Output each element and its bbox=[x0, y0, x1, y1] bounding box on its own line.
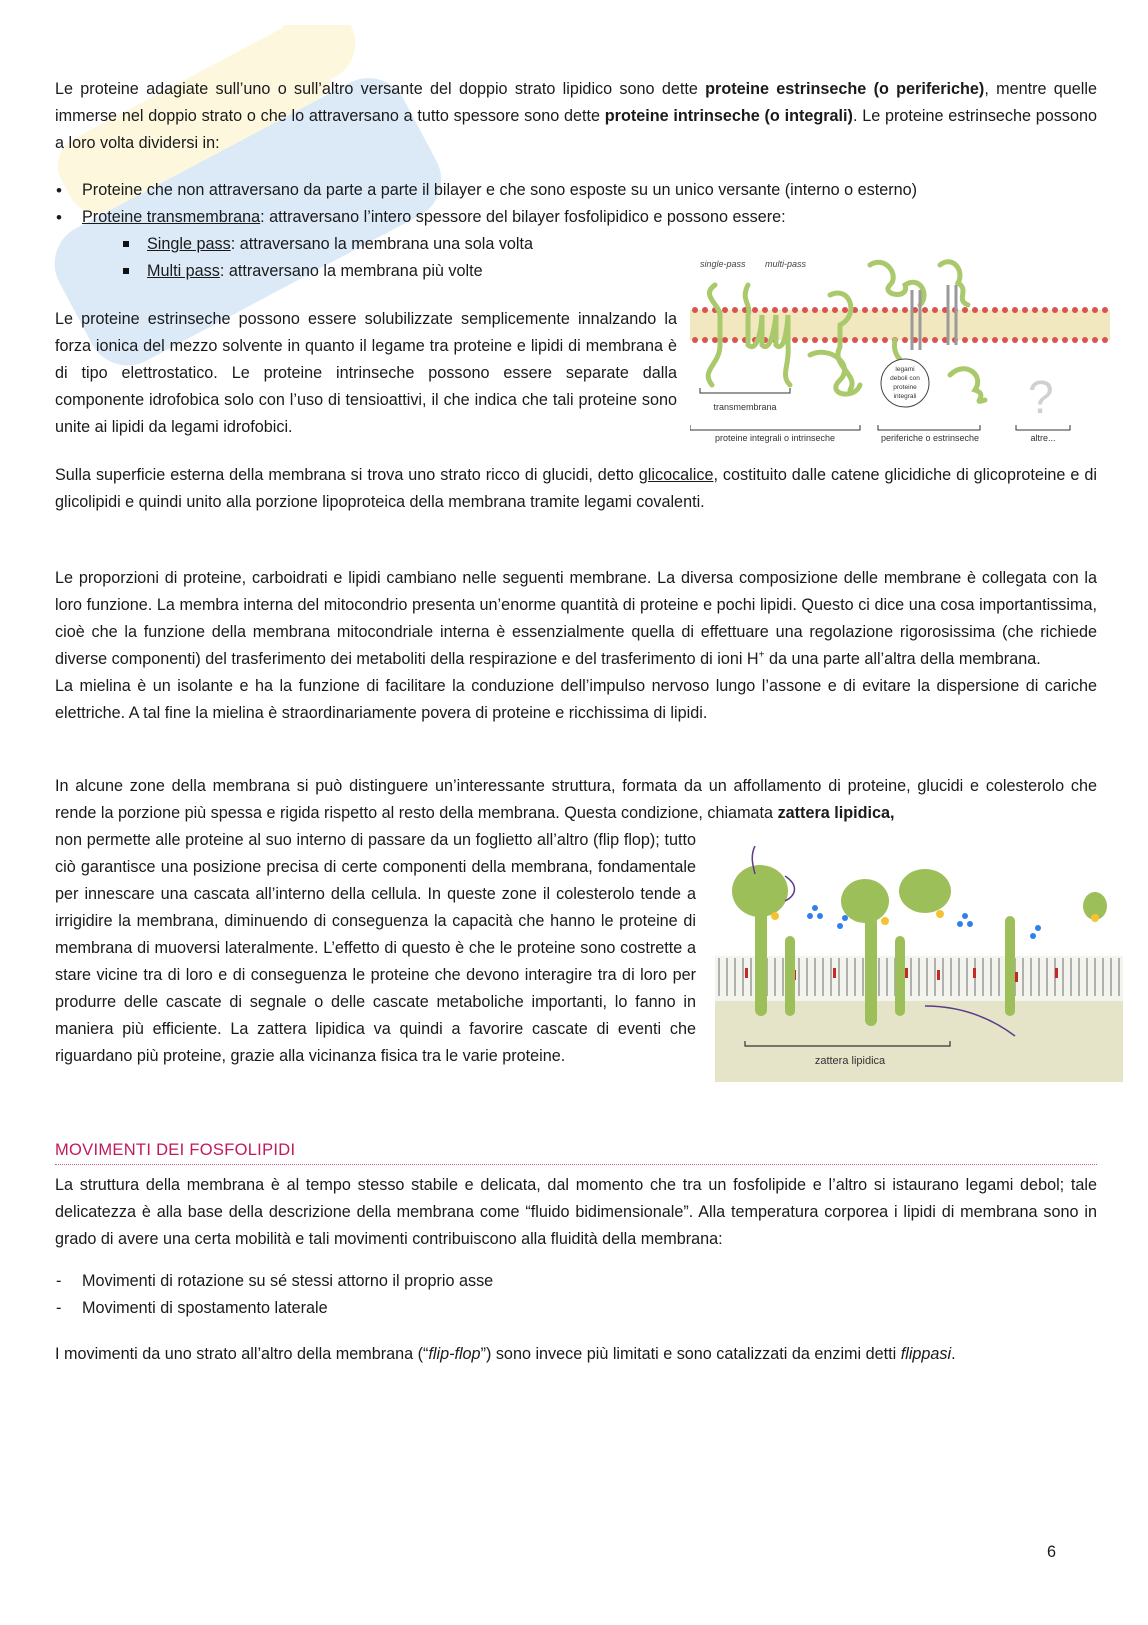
label-single-pass: single-pass bbox=[700, 259, 746, 269]
section-heading-movimenti: MOVIMENTI DEI FOSFOLIPIDI bbox=[55, 1138, 1097, 1165]
label-legami-3: proteine bbox=[893, 384, 917, 391]
paragraph-proteins-classification bbox=[55, 76, 1097, 157]
list-item: - Movimenti di rotazione su sé stessi attorno il proprio asse bbox=[55, 1268, 1097, 1295]
label-altre: altre... bbox=[1030, 433, 1056, 443]
label-periferiche: periferiche o estrinseche bbox=[880, 433, 980, 443]
term-glicocalice: glicocalice bbox=[638, 466, 714, 484]
lipid-raft-figure bbox=[715, 846, 1123, 1082]
paragraph-glicocalice: Sulla superficie esterna della membrana si trova uno strato ricco di glucidi, detto glicocalice, costituito dalle catene glicidiche di glicoproteine e di glicolipidi e quindi unito alla porzione lipoproteica della membrana tramite legami covalenti. bbox=[55, 466, 1097, 511]
paragraph-zattera-body: non permette alle proteine al suo interno di passare da un foglietto all’altro (flip flop); tutto ciò garantisce una posizione precisa di certe componenti della membrana, fondamentale per innescare una cascata all’interno della cellula. In queste zone il colesterolo tende a irrigidire la membrana, diminuendo di conseguenza la capacità che hanno le proteine di membrana di muoversi lateralmente. L’effetto di questo è che le proteine sono costrette a stare vicine tra di loro e di conseguenza le proteine che devono interagire tra di loro per produrre delle cascate di segnale o delle cascate metaboliche importanti, lo fanno in maniera più efficiente. La zattera lipidica va quindi a favorire cascate di eventi che riguardano più proteine, grazie alla vicinanza fisica tra le varie proteine. bbox=[55, 831, 696, 1065]
dash-list-movements bbox=[55, 1268, 1097, 1322]
p1-text-c: , mentre quelle immerse nel doppio strato o che lo attraversano a tutto spessore sono dette bbox=[55, 80, 1097, 125]
label-transmembrana: transmembrana bbox=[713, 402, 777, 412]
p1-bold-estrinseche: proteine estrinseche (o periferiche) bbox=[705, 80, 985, 98]
label-legami-1: legami bbox=[895, 366, 915, 373]
paragraph-flip-flop: I movimenti da uno strato all’altro della membrana (“flip-flop”) sono invece più limitati e sono catalizzati da enzimi detti flippasi. bbox=[55, 1345, 956, 1363]
label-integrali: proteine integrali o intrinseche bbox=[714, 433, 836, 443]
question-mark: ? bbox=[1028, 371, 1054, 423]
term-flippasi: flippasi bbox=[900, 1345, 952, 1363]
label-multi-pass: multi-pass bbox=[765, 259, 807, 269]
list-item: • Proteine transmembrana: attraversano l’intero spessore del bilayer fosfolipidico e possono essere: Single pass: attraversano la membrana una sola volta Multi pass: attraversano la membrana più volte bbox=[55, 204, 1097, 285]
paragraph-membrane-fluidity: La struttura della membrana è al tempo stesso stabile e delicata, dal momento che tra un fosfolipide e l’altro si istaurano legami debol; tale delicatezza è alla base della descrizione della membrana come “fluido bidimensionale”. Alla temperatura corporea i lipidi di membrana sono in grado di avere una certa mobilità e tali movimenti contribuiscono alla fluidità della membrana: bbox=[55, 1176, 1097, 1248]
paragraph-mielina: La mielina è un isolante e ha la funzione di facilitare la conduzione dell’impulso nervoso lungo l’assone e di evitare la dispersione di cariche elettriche. A tal fine la mielina è straordinariamente povera di proteine e ricchissima di lipidi. bbox=[55, 677, 1097, 722]
label-zattera-lipidica: zattera lipidica bbox=[814, 1055, 886, 1067]
list-item: - Movimenti di spostamento laterale bbox=[55, 1295, 1097, 1322]
label-legami-4: integrali bbox=[893, 393, 917, 400]
sub-list-item: Multi pass: attraversano la membrana più volte bbox=[121, 258, 1097, 285]
p1-text-a: Le proteine adagiate sull’uno o sull’altro versante del doppio strato lipidico sono dette bbox=[55, 80, 706, 98]
label-legami-2: deboli con bbox=[890, 375, 920, 382]
paragraph-zattera-intro: In alcune zone della membrana si può distinguere un’interessante struttura, formata da un affollamento di proteine, glucidi e colesterolo che rende la porzione più spessa e rigida rispetto al resto della membrana. Questa condizione, chiamata zattera lipidica, bbox=[55, 777, 1097, 822]
term-zattera-lipidica: zattera lipidica, bbox=[777, 804, 895, 822]
paragraph-mitochondria: Le proporzioni di proteine, carboidrati e lipidi cambiano nelle seguenti membrane. La diversa composizione delle membrane è collegata con la loro funzione. La membra interna del mitocondrio presenta un’enorme quantità di proteine e pochi lipidi. Questo ci dice una cosa importantissima, cioè che la funzione della membrana mitocondriale interna è essenzialmente quella di effettuare una regolazione rigorosissima (che richiede diverse componenti) del trasferimento dei metaboliti della respirazione e del trasferimento di ioni H+ da una parte all’altra della membrana. La mielina è un isolante e ha la funzione di facilitare la conduzione dell’impulso nervoso lungo l’assone e di evitare la dispersione di cariche elettriche. A tal fine la mielina è straordinariamente povera di proteine e ricchissima di lipidi. bbox=[55, 565, 1097, 727]
p1-text-d: . Le proteine estrinseche possono a loro volta dividersi in: bbox=[55, 107, 1098, 152]
term-flip-flop: flip-flop bbox=[428, 1345, 481, 1363]
paragraph-solubilization: Le proteine estrinseche possono essere solubilizzate semplicemente innalzando la forza ionica del mezzo solvente in quanto il legame tra proteine e lipidi di membrana è di tipo elettrostatico. Le proteine intrinseche possono essere separate dalla componente idrofobica solo con l’uso di tensioattivi, il che indica che tali proteine sono unite ai lipidi da legami idrofobici. bbox=[55, 310, 677, 436]
p1-bold-intrinseche: proteine intrinseche (o integrali) bbox=[604, 107, 853, 125]
list-item: • Proteine che non attraversano da parte a parte il bilayer e che sono esposte su un unico versante (interno o esterno) bbox=[55, 177, 1097, 204]
page-number: 6 bbox=[1046, 1543, 1056, 1561]
sub-list-item: Single pass: attraversano la membrana una sola volta bbox=[121, 231, 1097, 258]
membrane-proteins-figure bbox=[690, 255, 1110, 460]
